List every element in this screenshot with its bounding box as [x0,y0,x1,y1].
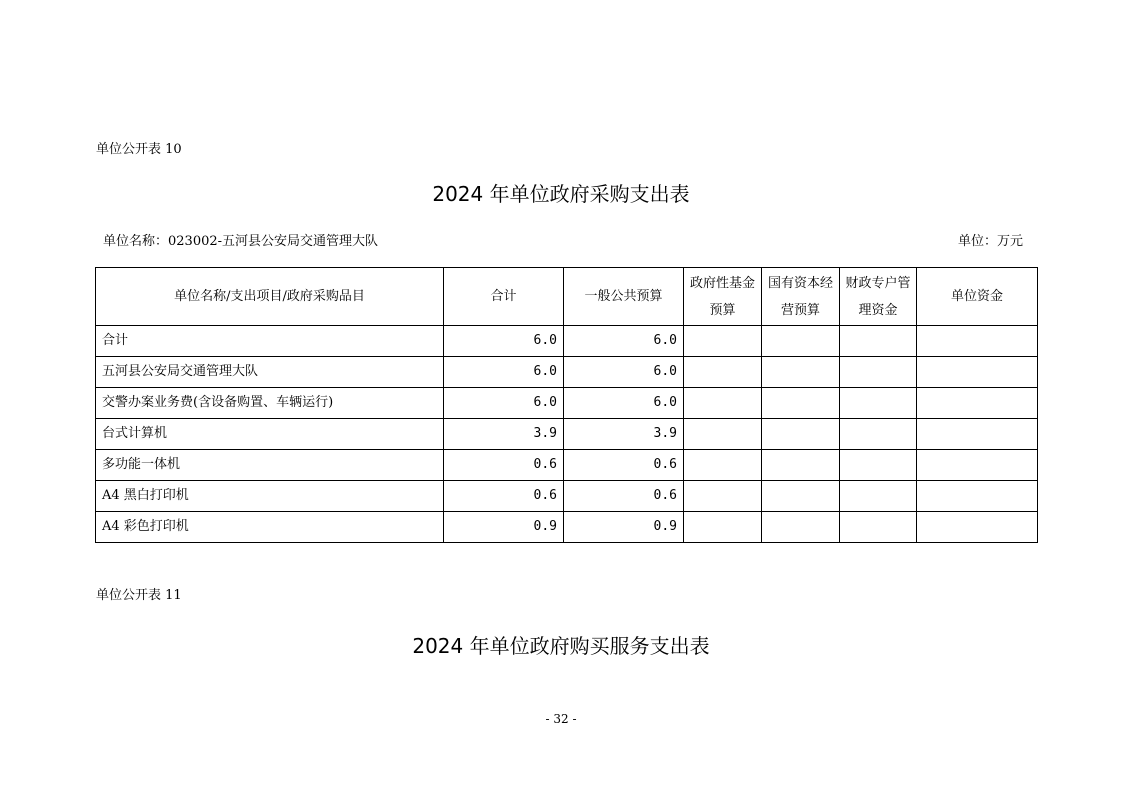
row-special-fund [840,419,917,450]
row-gov-fund [684,512,762,543]
row-special-fund [840,512,917,543]
header-general-budget: 一般公共预算 [564,268,684,326]
row-name: A4 黑白打印机 [96,481,444,512]
unit-of-measure: 单位：万元 [958,234,1024,249]
row-unit-fund [917,450,1038,481]
row-unit-fund [917,419,1038,450]
row-state-capital [762,450,840,481]
row-total: 0.9 [444,512,564,543]
header-gov-fund: 政府性基金预算 [684,268,762,326]
row-special-fund [840,326,917,357]
row-gov-fund [684,450,762,481]
table-row [96,419,1038,450]
table-row [96,481,1038,512]
header-special-fund: 财政专户管理资金 [840,268,917,326]
row-gov-fund [684,326,762,357]
row-gov-fund [684,481,762,512]
row-unit-fund [917,512,1038,543]
row-name: 五河县公安局交通管理大队 [96,357,444,388]
row-special-fund [840,481,917,512]
row-name: 合计 [96,326,444,357]
table11-title: 2024 年单位政府购买服务支出表 [412,634,710,658]
table10-label: 单位公开表 10 [96,142,182,157]
table-row [96,512,1038,543]
procurement-table [95,267,1038,543]
row-name: 多功能一体机 [96,450,444,481]
row-total: 6.0 [444,326,564,357]
row-state-capital [762,388,840,419]
row-general-budget: 6.0 [564,357,684,388]
row-general-budget: 6.0 [564,326,684,357]
row-state-capital [762,419,840,450]
page-number: - 32 - [545,712,577,726]
row-general-budget: 3.9 [564,419,684,450]
row-gov-fund [684,357,762,388]
row-general-budget: 0.6 [564,481,684,512]
row-total: 0.6 [444,450,564,481]
row-unit-fund [917,481,1038,512]
header-total: 合计 [444,268,564,326]
row-special-fund [840,450,917,481]
unit-name: 单位名称：023002-五河县公安局交通管理大队 [103,234,379,249]
header-name: 单位名称/支出项目/政府采购品目 [96,268,444,326]
table11-label: 单位公开表 11 [96,588,182,603]
row-state-capital [762,512,840,543]
row-general-budget: 0.6 [564,450,684,481]
row-name: A4 彩色打印机 [96,512,444,543]
row-unit-fund [917,388,1038,419]
table-row [96,357,1038,388]
row-total: 6.0 [444,388,564,419]
row-gov-fund [684,419,762,450]
row-total: 6.0 [444,357,564,388]
row-general-budget: 6.0 [564,388,684,419]
row-unit-fund [917,357,1038,388]
header-state-capital: 国有资本经营预算 [762,268,840,326]
row-gov-fund [684,388,762,419]
row-state-capital [762,326,840,357]
row-unit-fund [917,326,1038,357]
row-total: 3.9 [444,419,564,450]
row-name: 交警办案业务费(含设备购置、车辆运行) [96,388,444,419]
table-row [96,326,1038,357]
row-name: 台式计算机 [96,419,444,450]
row-total: 0.6 [444,481,564,512]
header-unit-fund: 单位资金 [917,268,1038,326]
table-row [96,388,1038,419]
row-special-fund [840,357,917,388]
table-row [96,450,1038,481]
row-general-budget: 0.9 [564,512,684,543]
header-row [96,268,1038,326]
row-special-fund [840,388,917,419]
table10-title: 2024 年单位政府采购支出表 [432,182,690,206]
row-state-capital [762,357,840,388]
row-state-capital [762,481,840,512]
